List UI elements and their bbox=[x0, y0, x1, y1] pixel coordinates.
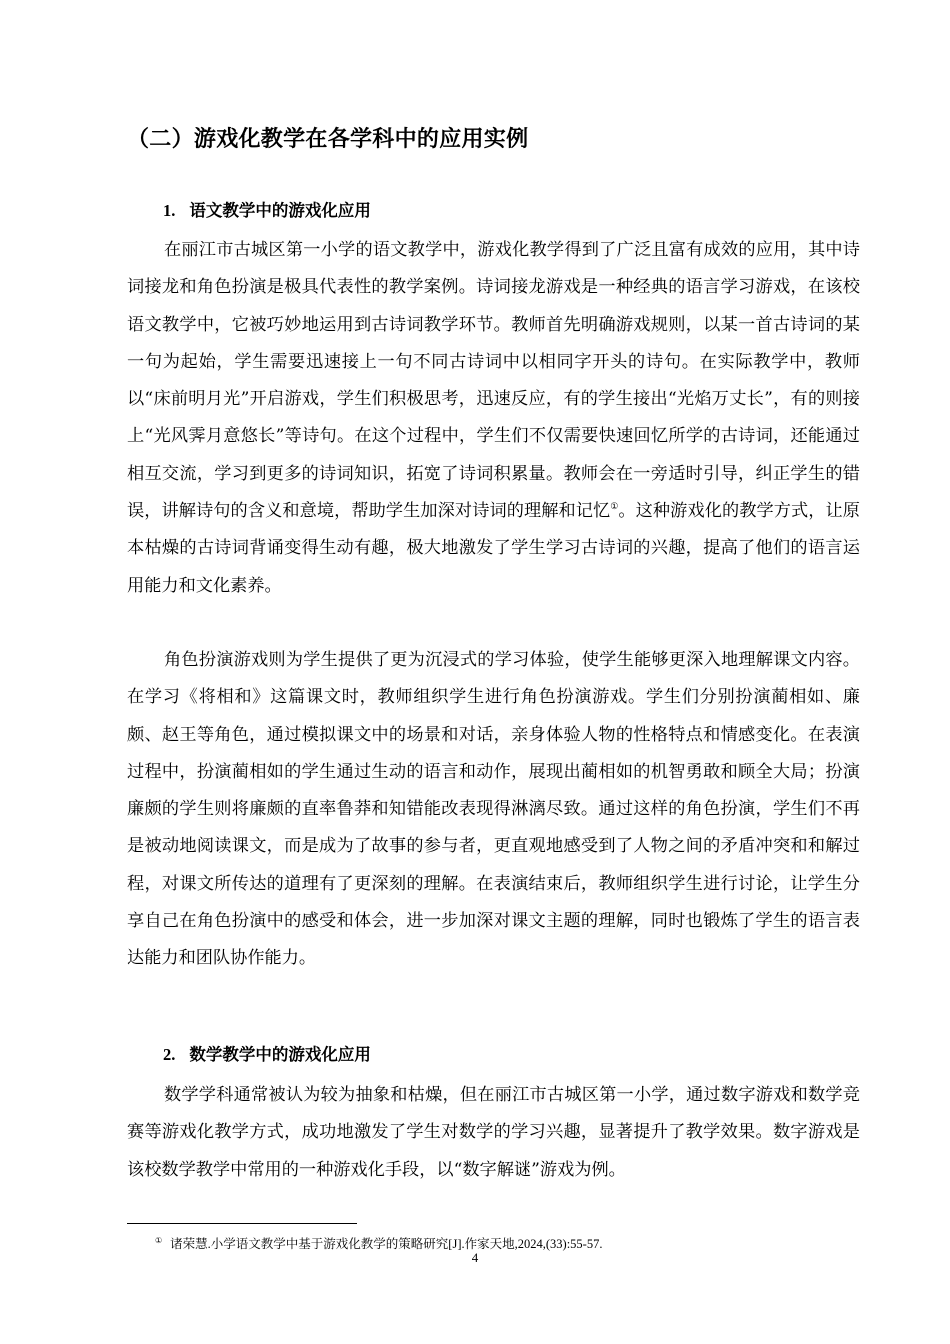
footnote-divider bbox=[127, 1223, 357, 1224]
section-title: （二）游戏化教学在各学科中的应用实例 bbox=[127, 127, 529, 152]
footnote-text: 诸荣慧.小学语文教学中基于游戏化教学的策略研究[J].作家天地,2024,(33):55-57. bbox=[170, 1237, 603, 1251]
subsection-heading-2 bbox=[163, 1041, 371, 1065]
subsection-title: 数学教学中的游戏化应用 bbox=[189, 1045, 371, 1064]
subsection-title: 语文教学中的游戏化应用 bbox=[189, 201, 371, 220]
subsection-number: 2. bbox=[163, 1045, 176, 1064]
page-number: 4 bbox=[471, 1250, 479, 1265]
paragraph-role-play: 角色扮演游戏则为学生提供了更为沉浸式的学习体验，使学生能够更深入地理解课文内容。在学习《将相和》这篇课文时，教师组织学生进行角色扮演游戏。学生们分别扮演蔺相如、廉颇、赵王等角色，通过模拟课文中的场景和对话，亲身体验人物的性格特点和情感变化。在表演过程中，扮演蔺相如的学生通过生动的语言和动作，展现出蔺相如的机智勇敢和顾全大局；扮演廉颇的学生则将廉颇的直率鲁莽和知错能改表现得淋漓尽致。通过这样的角色扮演，学生们不再是被动地阅读课文，而是成为了故事的参与者，更直观地感受到了人物之间的矛盾冲突和和解过程，对课文所传达的道理有了更深刻的理解。在表演结束后，教师组织学生进行讨论，让学生分享自己在角色扮演中的感受和体会，进一步加深对课文主题的理解，同时也锻炼了学生的语言表达能力和团队协作能力。 bbox=[127, 650, 860, 969]
paragraph-math-teaching: 数学学科通常被认为较为抽象和枯燥，但在丽江市古城区第一小学，通过数字游戏和数学竞赛等游戏化教学方式，成功地激发了学生对数学的学习兴趣，显著提升了教学效果。数字游戏是该校数学教学中常用的一种游戏化手段，以“数字解谜”游戏为例。 bbox=[127, 1085, 860, 1180]
paragraph-text: 。这种游戏化的教学方式，让原本枯燥的古诗词背诵变得生动有趣，极大地激发了学生学习古诗词的兴趣，提高了他们的语言运用能力和文化素养。 bbox=[127, 501, 860, 596]
subsection-number: 1. bbox=[163, 201, 176, 220]
footnote-mark: ① bbox=[155, 1236, 163, 1245]
paragraph-text: 在丽江市古城区第一小学的语文教学中，游戏化教学得到了广泛且富有成效的应用，其中诗词接龙和角色扮演是极具代表性的教学案例。诗词接龙游戏是一种经典的语言学习游戏，在该校语文教学中，它被巧妙地运用到古诗词教学环节。教师首先明确游戏规则，以某一首古诗词的某一句为起始，学生需要迅速接上一句不同古诗词中以相同字开头的诗句。在实际教学中，教师以“床前明月光”开启游戏，学生们积极思考，迅速反应，有的学生接出“光焰万丈长”，有的则接上“光风霁月意悠长”等诗句。在这个过程中，学生们不仅需要快速回忆所学的古诗词，还能通过相互交流，学习到更多的诗词知识，拓宽了诗词积累量。教师会在一旁适时引导，纠正学生的错误，讲解诗句的含义和意境，帮助学生加深对诗词的理解和记忆 bbox=[127, 240, 860, 522]
subsection-heading-1 bbox=[163, 197, 371, 221]
paragraph-chinese-teaching bbox=[127, 232, 860, 605]
footnote-reference[interactable]: ① bbox=[610, 502, 619, 513]
